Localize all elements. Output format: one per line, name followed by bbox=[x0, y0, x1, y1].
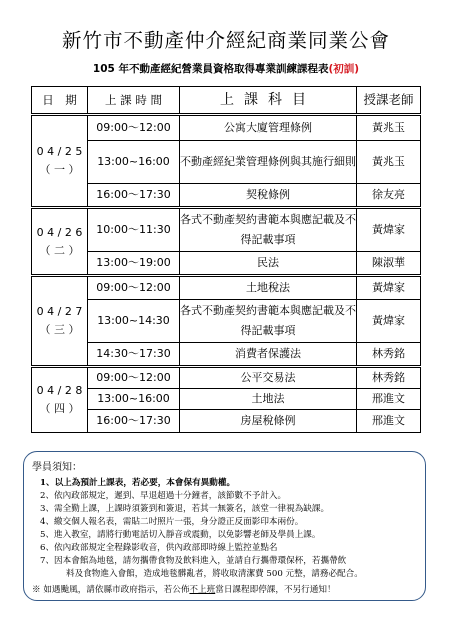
date-day: 0 4 / 2 8 bbox=[36, 384, 83, 397]
subject-cell: 不動產經紀業管理條例與其施行細則 bbox=[180, 141, 357, 184]
note-item: 1、以上為預計上課表，若必要，本會保有異動權。 bbox=[40, 478, 236, 488]
schedule-title-tag: (初訓) bbox=[328, 63, 360, 75]
time-cell: 09:00～12:00 bbox=[88, 367, 180, 389]
date-day: 0 4 / 2 7 bbox=[36, 305, 83, 318]
table-row bbox=[32, 276, 421, 300]
subject-cell: 房屋稅條例 bbox=[180, 410, 357, 433]
teacher-cell: 邢進文 bbox=[357, 389, 421, 410]
note-item: 5、進入教室，請將行動電話切入靜音或震動，以免影響老師及學員上課。 bbox=[40, 530, 321, 540]
date-weekday: （ 一 ） bbox=[39, 163, 80, 176]
teacher-cell: 陳淑華 bbox=[357, 252, 421, 276]
footnote-before: ※ 如遇颱風，請依縣市政府指示，若公佈 bbox=[32, 585, 190, 595]
note-item: 2、依內政部規定，遲到、早退超過十分鐘者，該節數不予計入。 bbox=[40, 491, 287, 501]
time-cell: 10:00～11:30 bbox=[88, 208, 180, 252]
note-item: 4、繳交個人報名表，需貼二吋照片一張，身分證正反面影印本兩份。 bbox=[40, 517, 304, 527]
typhoon-footnote bbox=[32, 584, 336, 597]
table-row bbox=[32, 208, 421, 252]
time-cell: 09:00～12:00 bbox=[88, 115, 180, 141]
table-row bbox=[32, 367, 421, 389]
note-item: 7、因本會館為地毯，請勿攜帶食物及飲料進入，並請自行攜帶環保杯，若攜帶飲 bbox=[40, 556, 347, 566]
subject-cell: 民法 bbox=[180, 252, 357, 276]
schedule-title-text: 105 年不動產經紀營業員資格取得專業訓練課程表 bbox=[92, 63, 329, 75]
time-cell: 14:30～17:30 bbox=[88, 343, 180, 367]
teacher-cell: 林秀銘 bbox=[357, 367, 421, 389]
teacher-cell: 林秀銘 bbox=[357, 343, 421, 367]
subject-cell: 公寓大廈管理條例 bbox=[180, 115, 357, 141]
time-cell: 13:00~16:00 bbox=[88, 389, 180, 410]
schedule-title bbox=[0, 61, 452, 76]
date-day: 0 4 / 2 6 bbox=[36, 225, 83, 239]
time-cell: 13:00~16:00 bbox=[88, 141, 180, 184]
table-row bbox=[32, 389, 421, 410]
subject-cell: 土地稅法 bbox=[180, 276, 357, 300]
notes-list bbox=[40, 477, 417, 581]
date-weekday: （ 四 ） bbox=[39, 402, 80, 415]
time-cell: 09:00～12:00 bbox=[88, 276, 180, 300]
time-cell: 16:00～17:30 bbox=[88, 410, 180, 433]
header-time: 上 課 時 間 bbox=[88, 87, 180, 115]
note-item: 6、依內政部規定全程錄影收音，供內政部即時線上監控並點名 bbox=[40, 543, 278, 553]
org-title: 新竹市不動產仲介經紀商業同業公會 bbox=[61, 29, 390, 52]
teacher-cell: 黃兆玉 bbox=[357, 141, 421, 184]
subject-cell: 消費者保護法 bbox=[180, 343, 357, 367]
teacher-cell: 黃煒家 bbox=[357, 300, 421, 343]
teacher-cell: 黃煒家 bbox=[357, 208, 421, 252]
date-weekday: （ 三 ） bbox=[39, 323, 80, 336]
teacher-cell: 徐友亮 bbox=[357, 184, 421, 208]
date-cell bbox=[32, 276, 88, 367]
notes-title: 學員須知： bbox=[32, 462, 82, 473]
note-item-continued: 料及食物進入會館，造成地毯髒亂者，將收取清潔費 500 元整，請務必配合。 bbox=[66, 569, 363, 579]
subject-cell: 各式不動產契約書範本與應記載及不得記載事項 bbox=[180, 208, 357, 252]
time-cell: 13:00～19:00 bbox=[88, 252, 180, 276]
footnote-after: 當日課程即停課，不另行通知！ bbox=[215, 585, 336, 595]
note-item bbox=[40, 568, 417, 581]
table-row bbox=[32, 410, 421, 433]
subject-cell: 契稅條例 bbox=[180, 184, 357, 208]
header-subject: 上課科目 bbox=[180, 87, 357, 115]
date-day: 0 4 / 2 5 bbox=[36, 145, 83, 158]
teacher-cell: 黃兆玉 bbox=[357, 115, 421, 141]
date-weekday: （ 二 ） bbox=[39, 243, 80, 257]
table-row bbox=[32, 115, 421, 141]
subject-cell: 各式不動產契約書範本與應記載及不得記載事項 bbox=[180, 300, 357, 343]
header-teacher: 授課老師 bbox=[357, 87, 421, 115]
table-row bbox=[32, 141, 421, 184]
table-row bbox=[32, 184, 421, 208]
schedule-table bbox=[31, 86, 421, 433]
table-row bbox=[32, 300, 421, 343]
table-row bbox=[32, 343, 421, 367]
time-cell: 13:00~14:30 bbox=[88, 300, 180, 343]
subject-cell: 土地法 bbox=[180, 389, 357, 410]
subject-cell: 公平交易法 bbox=[180, 367, 357, 389]
table-header-row bbox=[32, 87, 421, 115]
teacher-cell: 邢進文 bbox=[357, 410, 421, 433]
date-cell bbox=[32, 208, 88, 276]
date-cell bbox=[32, 115, 88, 208]
footnote-underlined: 不上班 bbox=[189, 585, 216, 595]
notes-box bbox=[23, 451, 426, 601]
date-cell bbox=[32, 367, 88, 433]
note-item: 3、需全勤上課，上課時須簽到和簽退，若其一無簽名，該堂一律視為缺課。 bbox=[40, 504, 330, 514]
table-row bbox=[32, 252, 421, 276]
header-date: 日 期 bbox=[32, 87, 88, 115]
time-cell: 16:00～17:30 bbox=[88, 184, 180, 208]
teacher-cell: 黃煒家 bbox=[357, 276, 421, 300]
